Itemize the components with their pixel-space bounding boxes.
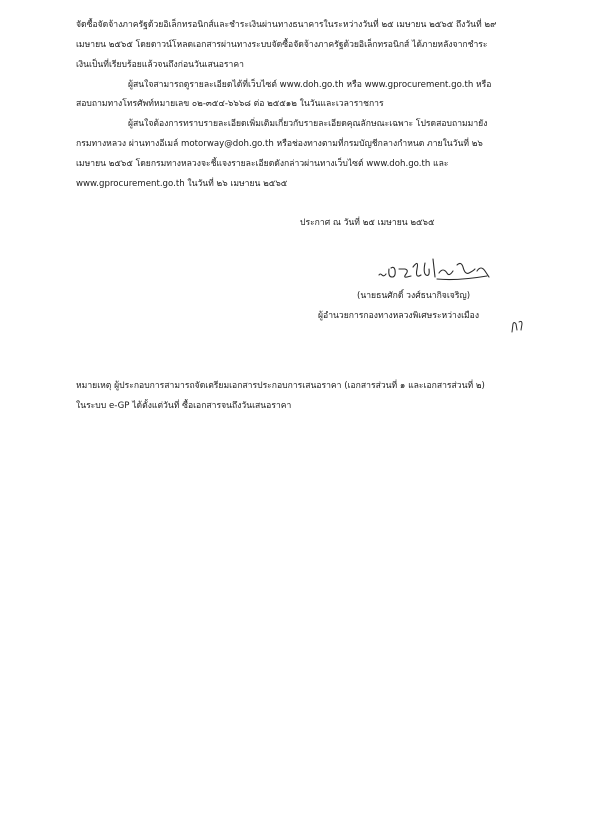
- paragraph-3-line-2: กรมทางหลวง ผ่านทางอีเมล์ motorway@doh.go.th หรือช่องทางตามที่กรมบัญชีกลางกำหนด ภายในวันที่ ๒๖: [76, 139, 483, 149]
- initial-mark-image: [510, 318, 526, 334]
- paragraph-1-line-1: จัดซื้อจัดจ้างภาครัฐด้วยอิเล็กทรอนิกส์และชำระเงินผ่านทางธนาคารในระหว่างวันที่ ๒๕ เมษายน ๒๕๖๕ ถึงวันที่ ๒๙: [76, 20, 497, 30]
- paragraph-3-line-3: เมษายน ๒๕๖๕ โดยกรมทางหลวงจะชี้แจงรายละเอียดดังกล่าวผ่านทางเว็บไซต์ www.doh.go.th และ: [76, 159, 449, 169]
- signature-image: [377, 255, 503, 285]
- paragraph-3-line-1: ผู้สนใจต้องการทราบรายละเอียดเพิ่มเติมเกี่ยวกับรายละเอียดคุณลักษณะเฉพาะ โปรดสอบถามมายัง: [128, 119, 488, 129]
- paragraph-1-line-2: เมษายน ๒๕๖๕ โดยดาวน์โหลดเอกสารผ่านทางระบบจัดซื้อจัดจ้างภาครัฐด้วยอิเล็กทรอนิกส์ ได้ภายหลังจากชำระ: [76, 40, 488, 50]
- paragraph-1-line-3: เงินเป็นที่เรียบร้อยแล้วจนถึงก่อนวันเสนอราคา: [76, 60, 244, 70]
- paragraph-3-line-4: www.gprocurement.go.th ในวันที่ ๒๖ เมษายน ๒๕๖๕: [76, 179, 288, 189]
- note-line-1: หมายเหตุ ผู้ประกอบการสามารถจัดเตรียมเอกสารประกอบการเสนอราคา (เอกสารส่วนที่ ๑ และเอกสารส่วนที่ ๒): [76, 381, 485, 391]
- paragraph-2-line-1: ผู้สนใจสามารถดูรายละเอียดได้ที่เว็บไซต์ www.doh.go.th หรือ www.gprocurement.go.th หรือ: [128, 80, 492, 90]
- signatory-title: ผู้อำนวยการกองทางหลวงพิเศษระหว่างเมือง: [318, 311, 480, 321]
- paragraph-2-line-2: สอบถามทางโทรศัพท์หมายเลข ๐๒-๓๕๔-๖๖๖๘ ต่อ ๒๕๕๑๒ ในวันและเวลาราชการ: [76, 99, 384, 109]
- note-line-2: ในระบบ e-GP ได้ตั้งแต่วันที่ ซื้อเอกสารจนถึงวันเสนอราคา: [76, 401, 292, 411]
- signatory-name: (นายธนศักดิ์ วงศ์ธนากิจเจริญ): [357, 291, 471, 301]
- announcement-date: ประกาศ ณ วันที่ ๒๕ เมษายน ๒๕๖๕: [300, 218, 435, 228]
